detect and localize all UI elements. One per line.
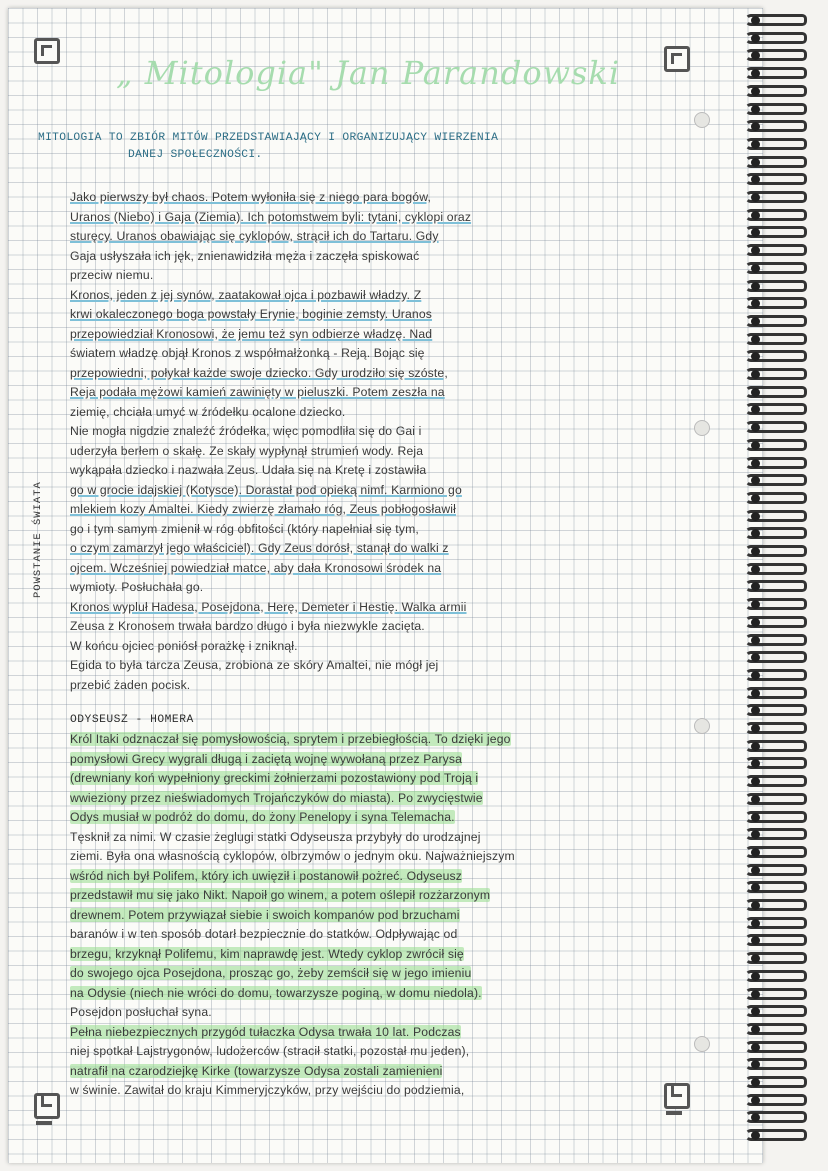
text-line: światem władzę objął Kronos z współmałżonką - Reją. Bojąc się (70, 346, 425, 360)
text-line: Kronos, jeden z jej synów, zaatakował ojca i pozbawił władzy. Z (70, 287, 422, 302)
page-corner-bottom-right-icon (664, 1083, 690, 1109)
page-title: „ Mitologia" Jan Parandowski (115, 54, 621, 92)
spiral-hole (751, 813, 760, 822)
text-line: natrafił na czarodziejkę Kirke (towarzysze Odysa zostali zamienieni (70, 1063, 443, 1078)
text-line: wykąpała dziecko i nazwała Zeus. Udała się na Kretę i zostawiła (70, 463, 427, 477)
text-line: sturęcy. Uranos obawiając się cyklopów, strącił ich do Tartaru. Gdy (70, 229, 439, 243)
text-line: na Odysie (niech nie wróci do domu, towarzysze poginą, w domu niedola). (70, 985, 482, 1000)
spiral-hole (751, 636, 760, 645)
definition-line-1: MITOLOGIA TO ZBIÓR MITÓW PRZEDSTAWIAJĄCY I ORGANIZUJĄCY WIERZENIA (38, 132, 499, 144)
spiral-hole (751, 1025, 760, 1034)
spiral-hole (751, 990, 760, 999)
spiral-hole (751, 193, 760, 202)
creation-story (70, 188, 638, 695)
spiral-hole (751, 972, 760, 981)
side-label-world-creation: POWSTANIE ŚWIATA (32, 481, 44, 598)
punch-hole-2 (694, 420, 710, 436)
text-line: Egida to była tarcza Zeusa, zrobiona ze skóry Amaltei, nie mógł jej (70, 658, 439, 672)
text-line: uderzyła berłem o skałę. Ze skały wypłynął strumień wody. Reja (70, 443, 424, 458)
spiral-hole (751, 441, 760, 450)
spiral-hole (751, 105, 760, 114)
page-bar-mark-bottom-right (666, 1111, 682, 1115)
spiral-hole (751, 724, 760, 733)
page-bar-mark-bottom-left (36, 1121, 52, 1125)
text-line: Posejdon posłuchał syna. (70, 1005, 212, 1019)
text-line: przepowiedział Kronosowi, że jemu też syn odbierze władzę. Nad (70, 326, 433, 341)
mythology-definition (38, 130, 658, 164)
text-line: Tęsknił za nimi. W czasie żeglugi statki Odyseusza przybyły do urodzajnej (70, 829, 481, 844)
odyssey-heading: ODYSEUSZ - HOMERA (70, 714, 194, 726)
text-line: (drewniany koń wypełniony greckimi żołnierzami pozostawiony pod Troją i (70, 771, 479, 785)
text-line: drewnem. Potem przywiązał siebie i swoich kompanów pod brzuchami (70, 907, 460, 922)
spiral-hole (751, 866, 760, 875)
spiral-hole (751, 565, 760, 574)
text-line: mlekiem kozy Amaltei. Kiedy zwierzę złamało róg, Zeus pobłogosławił (70, 502, 456, 516)
text-line: Nie mogła nigdzie znaleźć źródełka, więc pomodliła się do Gai i (70, 424, 422, 438)
text-line: krwi okaleczonego boga powstały Erynie, boginie zemsty. Uranos (70, 307, 433, 321)
spiral-hole (751, 459, 760, 468)
text-line: wymioty. Posłuchała go. (70, 580, 204, 594)
spiral-hole (751, 282, 760, 291)
text-line: baranów i w ten sposób dotarł bezpiecznie do statków. Odpływając od (70, 927, 458, 941)
text-line: wwieziony przez nieświadomych Trojańczyków do miasta). Po zwycięstwie (70, 790, 483, 805)
notebook-page (8, 8, 763, 1163)
text-line: do swojego ojca Posejdona, prosząc go, żeby zemścił się w jego imieniu (70, 966, 472, 980)
spiral-hole (751, 795, 760, 804)
definition-line-2: DANEJ SPOŁECZNOŚCI. (128, 149, 263, 161)
spiral-hole (751, 512, 760, 521)
spiral-hole (751, 547, 760, 556)
spiral-hole (751, 335, 760, 344)
spiral-hole (751, 211, 760, 220)
text-line: Zeusa z Kronosem trwała bardzo długo i była niezwykle zacięta. (70, 619, 425, 633)
spiral-hole (751, 1096, 760, 1105)
text-line: go i tym samym zmienił w róg obfitości (który napełniał się tym, (70, 521, 419, 536)
text-line: Reja podała mężowi kamień zawinięty w pieluszki. Potem zeszła na (70, 385, 445, 399)
text-line: Kronos wypluł Hadesa, Posejdona, Herę, Demeter i Hestię. Walka armii (70, 599, 467, 614)
page-corner-top-right-icon (664, 46, 690, 72)
text-line: W końcu ojciec poniósł porażkę i zniknął. (70, 638, 298, 653)
spiral-hole (751, 317, 760, 326)
punch-hole-1 (694, 112, 710, 128)
text-line: o czym zamarzył jego właściciel). Gdy Zeus dorósł, stanął do walki z (70, 541, 449, 555)
spiral-hole (751, 671, 760, 680)
text-line: Król Itaki odznaczał się pomysłowością, sprytem i przebiegłością. To dzięki jego (70, 732, 511, 746)
odyssey-story (70, 730, 638, 1101)
text-line: przeciw niemu. (70, 268, 154, 282)
text-line: Pełna niebezpiecznych przygód tułaczka Odysa trwała 10 lat. Podczas (70, 1024, 461, 1039)
spiral-hole (751, 34, 760, 43)
spiral-hole (751, 16, 760, 25)
spiral-hole (751, 87, 760, 96)
spiral-hole (751, 689, 760, 698)
punch-hole-4 (694, 1036, 710, 1052)
spiral-hole (751, 919, 760, 928)
text-line: wśród nich był Polifem, który ich uwięził i postanowił pożreć. Odyseusz (70, 868, 462, 883)
page-corner-bottom-left-icon (34, 1093, 60, 1119)
spiral-hole (751, 1043, 760, 1052)
text-line: przepowiedni, połykał każde swoje dziecko. Gdy urodziło się szóste, (70, 365, 448, 380)
text-line: przedstawił mu się jako Nikt. Napoił go winem, a potem oślepił rozżarzonym (70, 888, 491, 902)
text-line: go w grocie idajskiej (Kotysce). Dorastał pod opieką nimf. Karmiono go (70, 482, 462, 497)
spiral-binding (745, 10, 815, 1160)
spiral-hole (751, 742, 760, 751)
spiral-hole (751, 848, 760, 857)
text-line: brzegu, krzyknął Polifemu, kim naprawdę jest. Wtedy cyklop zwrócił się (70, 946, 464, 961)
text-line: pomysłowi Grecy wygrali długą i zaciętą wojnę wywołaną przez Parysa (70, 751, 463, 766)
spiral-hole (751, 264, 760, 273)
text-line: Odys musiał w podróż do domu, do żony Penelopy i syna Telemacha. (70, 810, 455, 824)
spiral-hole (751, 1078, 760, 1087)
text-line: Jako pierwszy był chaos. Potem wyłoniła się z niego para bogów, (70, 190, 432, 204)
punch-hole-3 (694, 718, 710, 734)
text-line: w świnie. Zawitał do kraju Kimmeryjczyków, przy wejściu do podziemia, (70, 1083, 465, 1097)
spiral-hole (751, 158, 760, 167)
text-line: ziemi. Była ona własnością cyklopów, olbrzymów o jednym oku. Najważniejszym (70, 849, 515, 863)
text-line: Uranos (Niebo) i Gaja (Ziemia). Ich potomstwem byli: tytani, cyklopi oraz (70, 209, 472, 224)
spiral-hole (751, 388, 760, 397)
spiral-hole (751, 901, 760, 910)
text-line: przebić żaden pocisk. (70, 677, 191, 692)
spiral-hole (751, 370, 760, 379)
spiral-hole (751, 140, 760, 149)
text-line: ziemię, chciała umyć w źródełku ocalone dziecko. (70, 404, 346, 419)
spiral-hole (751, 618, 760, 627)
text-line: ojcem. Wcześniej powiedział matce, aby dała Kronosowi środek na (70, 560, 442, 575)
text-line: niej spotkał Lajstrygonów, ludożerców (stracił statki, pozostał mu jeden), (70, 1044, 470, 1058)
text-line: Gaja usłyszała ich jęk, znienawidziła męża i zaczęła spiskować (70, 248, 420, 263)
page-corner-top-left-icon (34, 38, 60, 64)
spiral-hole (751, 494, 760, 503)
